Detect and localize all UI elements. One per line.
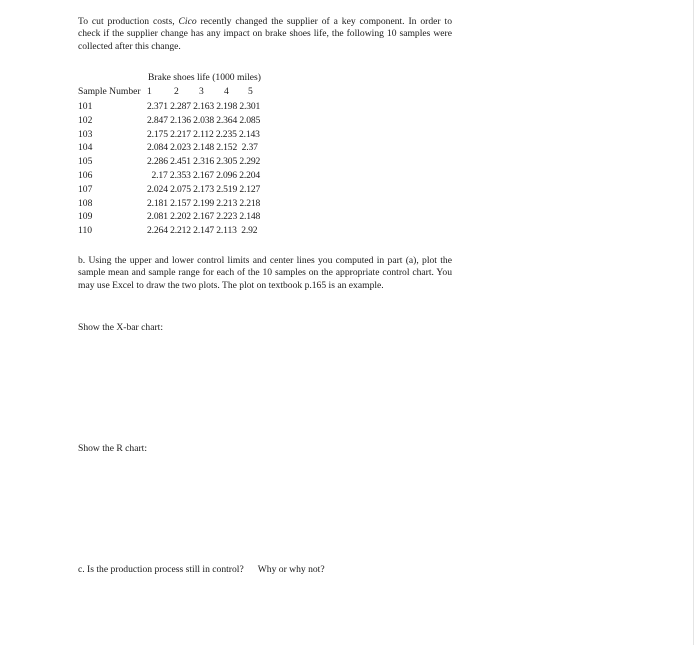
sample-values: 2.084 2.023 2.148 2.152 2.37 bbox=[147, 142, 258, 154]
sample-id: 105 bbox=[78, 156, 93, 168]
part-c-followup: Why or why not? bbox=[257, 564, 325, 575]
table-row bbox=[78, 128, 278, 142]
column-number-2: 2 bbox=[174, 86, 179, 97]
table-row bbox=[78, 183, 278, 197]
part-c-question bbox=[78, 564, 325, 576]
table-row bbox=[78, 197, 278, 211]
sample-values: 2.847 2.136 2.038 2.364 2.085 bbox=[147, 114, 261, 126]
sample-values: 2.264 2.212 2.147 2.113 2.92 bbox=[147, 225, 258, 237]
sample-id: 108 bbox=[78, 197, 93, 209]
column-number-3: 3 bbox=[199, 86, 204, 97]
sample-values: 2.081 2.202 2.167 2.223 2.148 bbox=[147, 211, 261, 223]
sample-id: 104 bbox=[78, 142, 93, 154]
part-b-paragraph: b. Using the upper and lower control limits and center lines you computed in part (a), plot the sample mean and sample range for each of the 10 samples on the appropriate control chart. You may use Excel to draw the two plots. The plot on textbook p.165 is an example. bbox=[78, 255, 452, 291]
sample-values: 2.286 2.451 2.316 2.305 2.292 bbox=[147, 156, 261, 168]
sample-id: 107 bbox=[78, 183, 93, 195]
table-row bbox=[78, 155, 278, 169]
table-row bbox=[78, 224, 278, 238]
sample-values: 2.175 2.217 2.112 2.235 2.143 bbox=[147, 128, 260, 140]
sample-id: 101 bbox=[78, 101, 93, 112]
table-title: Brake shoes life (1000 miles) bbox=[148, 72, 261, 83]
column-number-5: 5 bbox=[248, 86, 253, 97]
sample-number-header: Sample Number bbox=[78, 86, 141, 97]
page-edge-divider bbox=[693, 0, 694, 645]
sample-id: 110 bbox=[78, 225, 93, 237]
sample-values: 2.181 2.157 2.199 2.213 2.218 bbox=[147, 197, 261, 209]
intro-suffix: recently changed the supplier of a key component. In order to check if the supplier change has any impact on brake shoes life, the following 10 samples were collected after this change. bbox=[78, 16, 452, 52]
sample-id: 109 bbox=[78, 211, 93, 223]
brake-shoe-data-table bbox=[78, 100, 278, 238]
r-chart-prompt: Show the R chart: bbox=[78, 443, 148, 454]
table-row bbox=[78, 114, 278, 128]
table-row bbox=[78, 169, 278, 183]
column-number-1: 1 bbox=[147, 86, 152, 97]
sample-id: 106 bbox=[78, 169, 93, 181]
table-row bbox=[78, 210, 278, 224]
company-name: Cico bbox=[178, 16, 197, 27]
sample-id: 102 bbox=[78, 114, 93, 126]
column-number-4: 4 bbox=[224, 86, 229, 97]
table-row bbox=[78, 141, 278, 155]
intro-paragraph bbox=[78, 16, 452, 53]
table-row bbox=[78, 100, 278, 114]
xbar-chart-prompt: Show the X-bar chart: bbox=[78, 322, 163, 333]
part-c-question-text: c. Is the production process still in control? bbox=[78, 564, 244, 575]
sample-values: 2.371 2.287 2.163 2.198 2.301 bbox=[147, 101, 261, 112]
table-header-row bbox=[78, 86, 278, 98]
sample-values: 2.024 2.075 2.173 2.519 2.127 bbox=[147, 183, 261, 195]
sample-id: 103 bbox=[78, 128, 93, 140]
sample-values: 2.17 2.353 2.167 2.096 2.204 bbox=[147, 169, 261, 181]
intro-prefix: To cut production costs, bbox=[78, 16, 179, 27]
